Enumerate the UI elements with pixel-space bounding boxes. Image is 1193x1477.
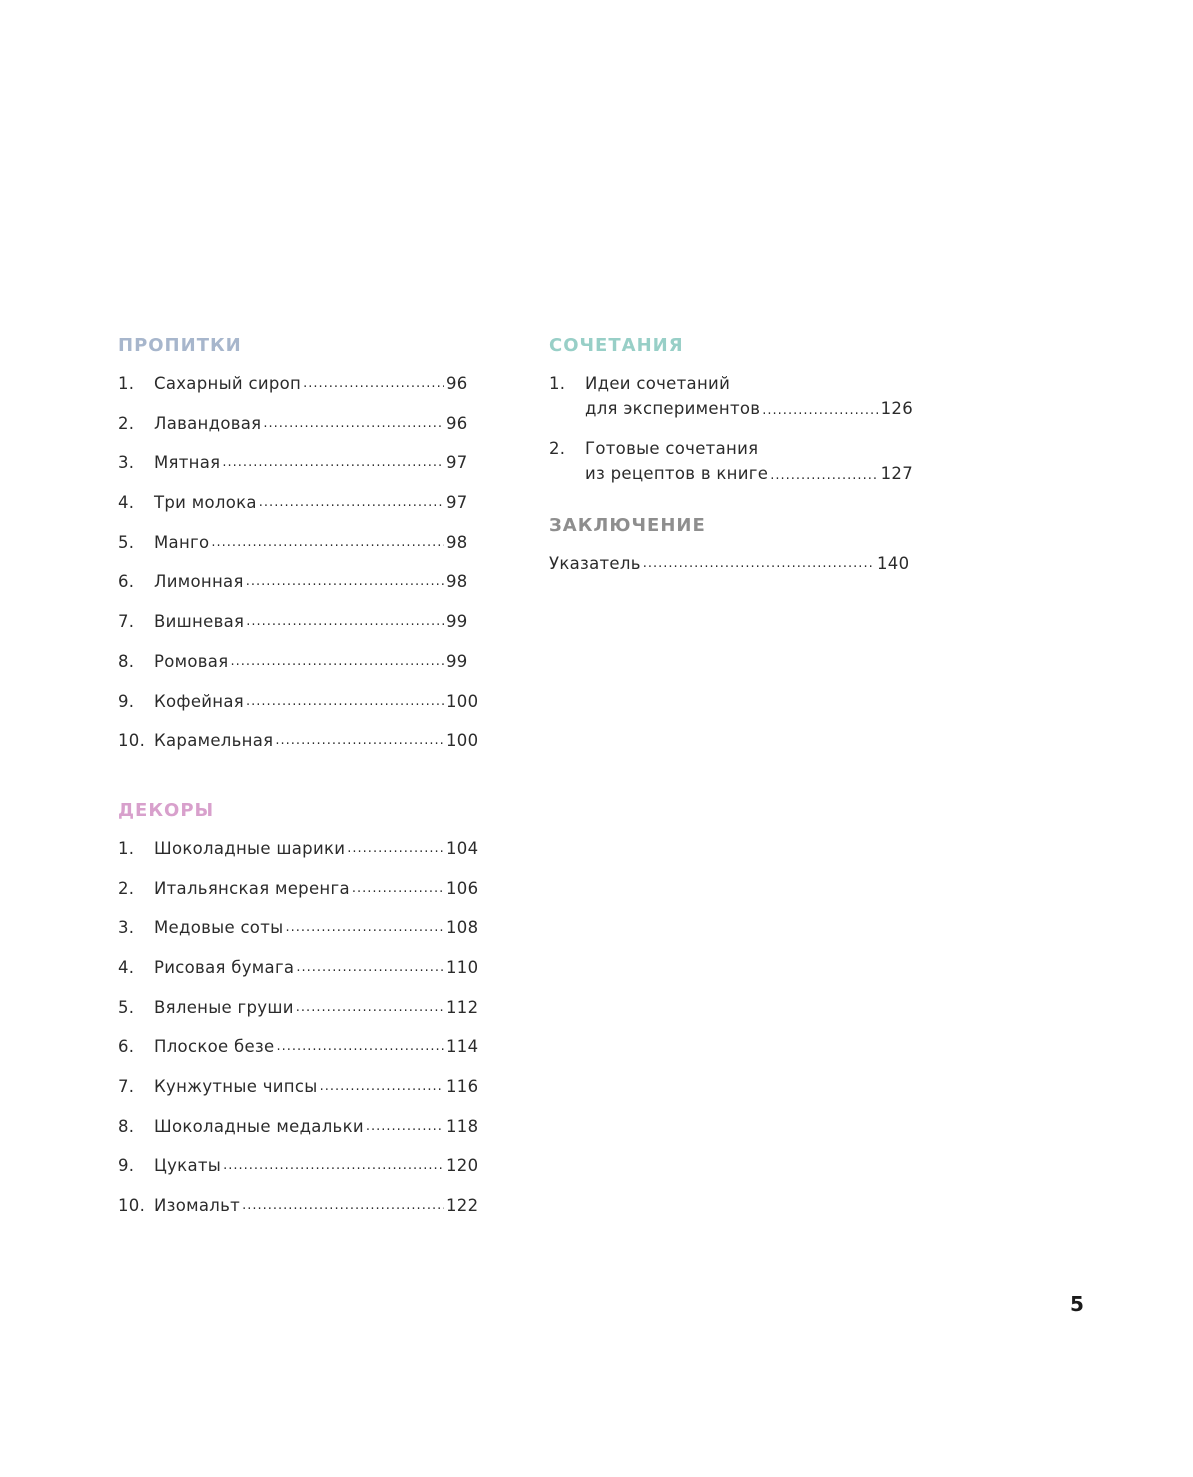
entry-page: 97 xyxy=(446,493,468,513)
dot-leader xyxy=(259,489,444,515)
entry-page: 97 xyxy=(446,453,468,473)
entry-title: Шоколадные шарики xyxy=(154,838,346,858)
toc-entry[interactable] xyxy=(118,916,482,940)
entry-number: 8. xyxy=(118,651,135,671)
toc-entry[interactable] xyxy=(549,552,913,576)
toc-entry[interactable] xyxy=(118,690,482,714)
entry-title: Сахарный сироп xyxy=(154,374,302,393)
toc-entry[interactable] xyxy=(118,491,482,515)
entry-title-line2: для экспериментов xyxy=(585,399,761,418)
section-heading-propitki: ПРОПИТКИ xyxy=(118,335,242,356)
toc-entry[interactable] xyxy=(118,412,482,436)
entry-page: 104 xyxy=(446,838,479,858)
section-heading-zaklyuchenie: ЗАКЛЮЧЕНИЕ xyxy=(549,515,706,536)
toc-right-column xyxy=(549,334,913,592)
entry-number: 10. xyxy=(118,731,146,751)
dot-leader xyxy=(246,688,444,714)
section-spacer xyxy=(549,502,913,514)
entry-number: 3. xyxy=(118,918,135,938)
dot-leader xyxy=(347,835,444,861)
toc-entry[interactable] xyxy=(118,531,482,555)
entry-page: 108 xyxy=(446,918,479,938)
entry-number: 5. xyxy=(118,532,135,552)
entry-number: 4. xyxy=(118,493,135,513)
toc-entry[interactable] xyxy=(118,729,482,753)
entry-page: 99 xyxy=(446,612,468,632)
dot-leader xyxy=(366,1113,444,1139)
dot-leader xyxy=(246,608,444,634)
dot-leader xyxy=(303,370,444,396)
entry-page: 120 xyxy=(446,1156,479,1176)
entry-page: 98 xyxy=(446,532,468,552)
entry-title: Кунжутные чипсы xyxy=(154,1077,318,1096)
toc-entry[interactable] xyxy=(118,650,482,674)
entry-page: 116 xyxy=(446,1077,479,1096)
dot-leader xyxy=(222,449,444,475)
dot-leader xyxy=(285,914,444,940)
section-spacer xyxy=(118,769,482,799)
entry-title: Цукаты xyxy=(154,1156,222,1176)
entry-number: 3. xyxy=(118,453,135,473)
entry-number: 4. xyxy=(118,957,135,977)
toc-entry[interactable] xyxy=(118,1075,482,1099)
entry-title: Рисовая бумага xyxy=(154,957,295,977)
entry-title: Изомальт xyxy=(154,1196,241,1216)
dot-leader xyxy=(643,550,875,576)
toc-entry[interactable] xyxy=(118,837,482,861)
entry-page: 114 xyxy=(446,1037,479,1057)
dot-leader xyxy=(352,875,444,901)
entry-page: 122 xyxy=(446,1196,479,1216)
toc-entry[interactable] xyxy=(549,372,913,422)
section-heading-sochetaniya: СОЧЕТАНИЯ xyxy=(549,335,684,356)
entry-number: 1. xyxy=(549,374,566,393)
dot-leader xyxy=(230,648,444,674)
entry-page: 127 xyxy=(880,464,913,483)
entry-page: 140 xyxy=(877,554,910,573)
entry-number: 2. xyxy=(118,878,135,898)
dot-leader xyxy=(242,1192,444,1218)
toc-entry[interactable] xyxy=(118,956,482,980)
entry-number: 1. xyxy=(118,838,135,858)
toc-entry[interactable] xyxy=(118,1154,482,1178)
dot-leader xyxy=(211,529,444,555)
entry-title: Медовые соты xyxy=(154,918,284,938)
toc-entry[interactable] xyxy=(118,996,482,1020)
entry-number: 6. xyxy=(118,572,135,592)
entry-number: 6. xyxy=(118,1037,135,1057)
entry-number: 2. xyxy=(549,439,566,458)
toc-entry[interactable] xyxy=(118,570,482,594)
dot-leader xyxy=(770,461,878,487)
toc-entry[interactable] xyxy=(118,372,482,396)
toc-entry[interactable] xyxy=(118,1115,482,1139)
entry-title: Лавандовая xyxy=(154,413,262,433)
dot-leader xyxy=(320,1073,444,1099)
toc-entry[interactable] xyxy=(118,451,482,475)
entry-number: 9. xyxy=(118,691,135,711)
entry-title: Указатель xyxy=(549,554,641,573)
toc-entry[interactable] xyxy=(549,437,913,487)
dot-leader xyxy=(296,994,444,1020)
entry-title-line2: из рецептов в книге xyxy=(585,464,769,483)
entry-title: Плоское безе xyxy=(154,1037,275,1057)
entry-title: Ромовая xyxy=(154,651,229,671)
entry-number: 7. xyxy=(118,1077,135,1096)
dot-leader xyxy=(223,1152,444,1178)
entry-number: 5. xyxy=(118,997,135,1017)
dot-leader xyxy=(276,1033,444,1059)
toc-entry[interactable] xyxy=(118,877,482,901)
entry-number: 2. xyxy=(118,413,135,433)
entry-page: 96 xyxy=(446,374,468,393)
entry-title-line1: Готовые сочетания xyxy=(585,439,759,458)
entry-title: Кофейная xyxy=(154,691,245,711)
entry-title: Итальянская меренга xyxy=(154,878,350,898)
entry-title: Мятная xyxy=(154,453,221,473)
dot-leader xyxy=(275,727,444,753)
dot-leader xyxy=(246,568,444,594)
entry-title: Карамельная xyxy=(154,731,274,751)
page-number: 5 xyxy=(1070,1292,1084,1316)
toc-left-column xyxy=(118,334,482,1234)
entry-title: Вяленые груши xyxy=(154,997,294,1017)
toc-entry[interactable] xyxy=(118,1035,482,1059)
dot-leader xyxy=(263,410,444,436)
entry-page: 126 xyxy=(880,399,913,418)
dot-leader xyxy=(762,396,878,422)
entry-number: 7. xyxy=(118,612,135,632)
toc-list-propitki xyxy=(118,372,482,753)
toc-entry[interactable] xyxy=(118,610,482,634)
entry-page: 99 xyxy=(446,651,468,671)
entry-number: 10. xyxy=(118,1196,146,1216)
entry-page: 96 xyxy=(446,413,468,433)
entry-number: 8. xyxy=(118,1116,135,1136)
entry-title: Вишневая xyxy=(154,612,245,632)
toc-list-zaklyuchenie xyxy=(549,552,913,576)
dot-leader xyxy=(296,954,444,980)
toc-entry[interactable] xyxy=(118,1194,482,1218)
entry-page: 98 xyxy=(446,572,468,592)
section-heading-dekory: ДЕКОРЫ xyxy=(118,799,215,821)
entry-page: 106 xyxy=(446,878,479,898)
entry-page: 100 xyxy=(446,691,479,711)
entry-number: 9. xyxy=(118,1156,135,1176)
entry-title: Манго xyxy=(154,532,210,552)
toc-list-dekory xyxy=(118,837,482,1218)
entry-title: Три молока xyxy=(154,493,257,513)
entry-page: 118 xyxy=(446,1116,479,1136)
entry-number: 1. xyxy=(118,374,135,393)
entry-title: Шоколадные медальки xyxy=(154,1116,364,1136)
entry-page: 110 xyxy=(446,957,479,977)
entry-page: 100 xyxy=(446,731,479,751)
entry-page: 112 xyxy=(446,997,479,1017)
entry-title-line1: Идеи сочетаний xyxy=(585,374,731,393)
entry-title: Лимонная xyxy=(154,572,244,592)
